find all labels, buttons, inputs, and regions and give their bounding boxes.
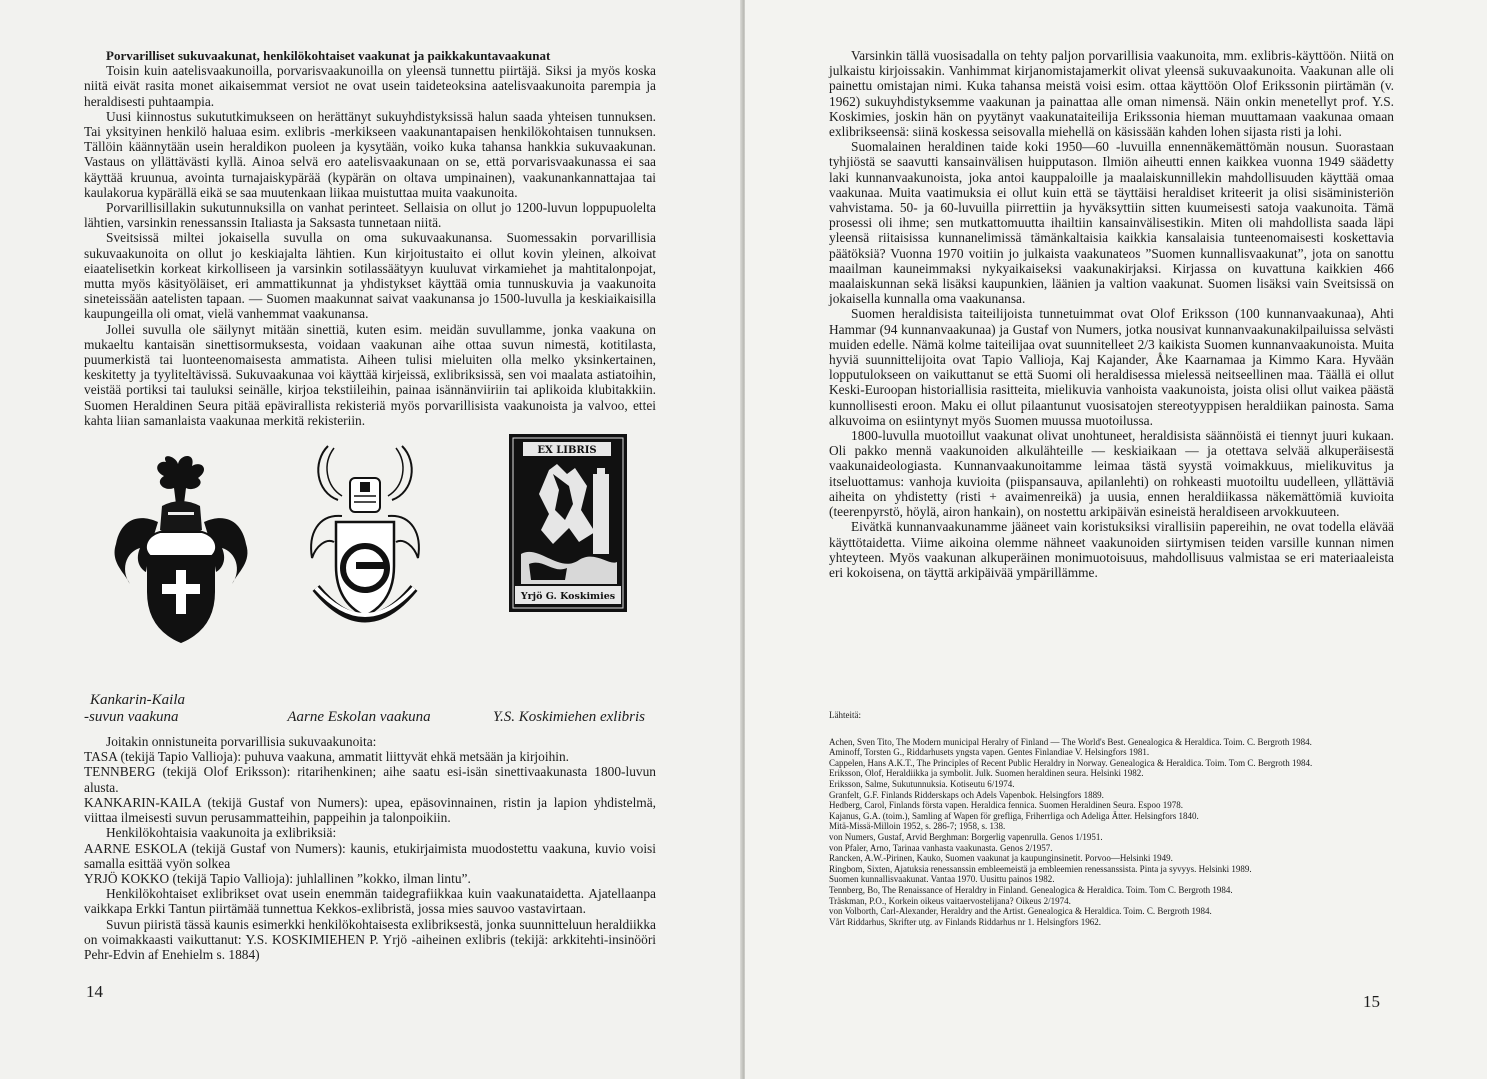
left-column: [84, 48, 656, 962]
list-item: KANKARIN-KAILA (tekijä Gustaf von Numers): upea, epäsovinnainen, ristin ja lapion yhdistelmä, viittaa ilmeisesti suvun perusammatteihin, pappeihin ja talonpoikiin.: [84, 794, 656, 826]
koskimies-exlibris-image: [509, 434, 627, 612]
paragraph: Eivätkä kunnanvaakunamme jääneet vain koristuksiksi virallisiin papereihin, ne ovat todella elävää käyttötaidetta. Viime aikoina olemme nähneet vaakunoiden siirtymisen teiden varsille kunnan nimen yhteyteen. Myös vaakunan alkuperäinen monimuotoisuus, mahdollisuus valmistaa se eri materiaaleista eri kokoisena, on täyttä arkipäivää ympärillämme.: [829, 519, 1394, 580]
reference-item: Cappelen, Hans A.K.T., The Principles of Recent Public Heraldry in Norway. Genealogica & Heraldica. Toim. Tom C. Bergroth 1984.: [829, 757, 1313, 768]
right-column: [829, 48, 1394, 580]
kankarin-kaila-coat-of-arms-image: [106, 452, 256, 652]
list-item: TASA (tekijä Tapio Vallioja): puhuva vaakuna, ammatit liittyvät ehkä metsään ja kirjoihin.: [84, 749, 570, 765]
references-section: [829, 710, 1389, 927]
page-number-right: 15: [1363, 992, 1380, 1011]
paragraph: Varsinkin tällä vuosisadalla on tehty paljon porvarillisia vaakunoita, mm. exlibris-käyttöön. Niitä on julkaistu kirjoissakin. Vanhimmat kirjanomistajamerkit olivat yleensä sukuvaakunoita. Vaakunan alle oli painettu omistajan nimi. Kuka tahansa meistä voisi esim. ottaa käyttöön Olof Erikssonin piirtämän (v. 1962) sukuyhdistyksemme vaakunan ja painattaa alle oman nimensä. Näin onkin menetellyt prof. Y.S. Koskimies, joskin hän on pyytänyt vaakunataiteilija Erikssonia hieman muuttamaan vaakunaa omaan exlibrikseensä: siinä koskessa seisovalla miehellä on käsissään kahden lohen sijasta risti ja lohi.: [829, 48, 1394, 140]
caption-line: Kankarin-Kaila: [90, 692, 186, 709]
caption-kankarin-kaila: [84, 692, 234, 726]
reference-item: Tennberg, Bo, The Renaissance of Heraldry in Finland. Genealogica & Heraldica. Toim. Tom C. Bergroth 1984.: [829, 884, 1233, 895]
paragraph: Henkilökohtaiset exlibrikset ovat usein enemmän taidegrafiikkaa kuin vaakunataidetta. Ajatellaanpa vaikkapa Erkki Tantun piirtämää tunnettua Kekkos-exlibristä, jossa mies sauvoo vastavirtaan.: [84, 886, 656, 917]
list-item: AARNE ESKOLA (tekijä Gustaf von Numers): kaunis, etukirjaimista muodostettu vaakuna, kuvio voisi samalla esittää vyön solkea: [84, 840, 656, 871]
reference-item: Hedberg, Carol, Finlands första vapen. Heraldica fennica. Suomen Heraldinen Seura. Espoo 1978.: [829, 800, 1183, 811]
paragraph: Sveitsissä miltei jokaisella suvulla on oma sukuvaakunansa. Suomessakin porvarillisia sukuvaakunoita on ollut jo keskiajalta lähtien. Kun kirjoitustaito ei ollut kovin yleinen, alkoivat eiaatelisetkin korkeat kirkolliseen ja varsinkin sotilassäätyyn kuuluvat virkamiehet ja mahtitalonpojat, mutta myös käsityöläiset, eri ammattikunnat ja yhdistykset käyttää omia tunnuskuvia ja vaakunoita sineteissään aatelisten tapaan. — Suomen maakunnat saivat vaakunansa jo 1500-luvulla ja keskiaikaisilla kaupungeilla oli omat, vielä vanhemmat vaakunansa.: [84, 230, 656, 322]
aarne-eskola-coat-of-arms-image: [298, 438, 432, 648]
reference-item: von Numers, Gustaf, Arvid Berghman: Borgerlig vapenrulla. Genos 1/1951.: [829, 831, 1103, 842]
list-item: YRJÖ KOKKO (tekijä Tapio Vallioja): juhlallinen ”kokko, ilman lintu”.: [84, 870, 471, 886]
reference-item: Mitä-Missä-Milloin 1952, s. 286-7; 1958, s. 138.: [829, 821, 1006, 832]
paragraph: Uusi kiinnostus sukututkimukseen on herättänyt sukuyhdistyksissä halun saada yhteisen tunnuksen. Tai yksityinen henkilö haluaa esim. exlibris -merkikseen vaakunantapaisen henkilökohtaisen tunnuksen. Tällöin käännytään usein heraldikon puoleen ja kysytään, voiko kuka tahansa hankkia sukuvaakunan. Vastaus on yllättävästi kyllä. Ainoa selvä ero aatelisvaakunaan on se, että porvarisvaakunassa ei saa käyttää kruunua, avointa turnajaiskypärää (kypärän on oltava umpinainen), vaakunankannattajaa tai kaulakorua kypärällä eikä se saa muutenkaan liikaa muistuttaa muita vaakunoita.: [84, 108, 656, 200]
page-number-left: 14: [86, 982, 103, 1001]
paragraph: Suvun piiristä tässä kaunis esimerkki henkilökohtaisesta exlibriksestä, jonka suunnitteluun heraldiikka on voimakkaasti vaikuttanut: Y.S. KOSKIMIEHEN P. Yrjö -aiheinen exlibris (tekijä: arkkitehti-insinööri Pehr-Edvin af Enehielm s. 1884): [84, 916, 656, 962]
reference-item: Träskman, P.O., Korkein oikeus vaitaervostelijana? Oikeus 2/1974.: [829, 895, 1071, 906]
reference-item: Suomen kunnallisvaakunat. Vantaa 1970. Uusittu painos 1982.: [829, 874, 1055, 885]
reference-item: von Volborth, Carl-Alexander, Heraldry and the Artist. Genealogica & Heraldica. Toim. C. Bergroth 1984.: [829, 906, 1212, 917]
paragraph: 1800-luvulla muotoillut vaakunat olivat unohtuneet, heraldisista säännöistä ei tiennyt juuri kukaan. Oli pakko mennä vaakunoiden alkulähteille — keskiaikaan — ja otettava selvää alkuperäisestä vaakunaideologiasta. Kunnanvaakunoitamme leimaa tästä syystä voimakkuus, mielikuvitus ja itseluottamus: vanhoja kuvioita (piispansauva, apilanlehti) on rohkeasti muotoiltu uudelleen, yllättäviä aiheita on yhdistetty (risti + avaimenreikä) ja uusia, ennen heraldiikassa näkemättömiä kuvioita (teerenpyrstö, höylä, airon hankain), on nostettu arkipäivän esineistä heraldiseen arvokkuuteen.: [829, 428, 1394, 520]
paragraph: Suomalainen heraldinen taide koki 1950—60 -luvuilla ennennäkemättömän nousun. Suorastaan tyhjiöstä se saavutti kansainvälisen huipputason. Ilmiön aiheutti ennen kaikkea vuonna 1949 säädetty laki kunnanvaakunoista, joka antoi kauppaloille ja maalaiskunnillekin mahdollisuuden käyttää omaa vaakunaa. Muita vaatimuksia ei ollut kuin että se täyttäisi heraldiset kriteerit ja olisi sisäministeriön vahvistama. 50- ja 60-luvuilla piirrettiin ja hyväksyttiin sitten kuumeisesti satoja vaakunoita. Tämä prosessi oli ihme; sen mutkattomuutta ihailtiin kansainvälisestikin. Miten oli mahdollista saada läpi yleensä riitaisissa kunnanelimissä tämänkaltaisia kaikkia kansalaisia tunteenomaisesti koskettavia päätöksiä? Vuonna 1970 voitiin jo julkaista vaakunateos ”Suomen kunnallisvaakunat”, jota on sanottu maailman kauneimmaksi nykyaikaiseksi vaakunakirjaksi. Kirjassa on kuvattuna kaikkien 466 maalaiskunnan sekä lisäksi kaupunkien, läänien ja valtion vaakunat. Suomen lisäksi vain Sveitsissä on jokaisella kunnalla oma vaakunansa.: [829, 139, 1394, 307]
right-page: [745, 0, 1487, 1079]
paragraph: Porvarillisillakin sukutunnuksilla on vanhat perinteet. Sellaisia on ollut jo 1200-luvun loppupuolelta lähtien, varsinkin renessanssin Italiasta ja Saksasta tunnetaan niitä.: [84, 200, 656, 231]
section-heading: Porvarilliset sukuvaakunat, henkilökohtaiset vaakunat ja paikkakuntavaakunat: [106, 48, 551, 63]
coat-of-arms-list: [84, 734, 656, 962]
references-heading: Lähteitä:: [829, 710, 861, 720]
exlibris-bottom-text: Yrjö G. Koskimies: [520, 591, 616, 603]
reference-item: von Pfaler, Arno, Tarinaa vanhasta vaakunasta. Genos 2/1957.: [829, 842, 1053, 853]
list-subheading: Henkilökohtaisia vaakunoita ja exlibriksiä:: [106, 825, 337, 841]
list-item: TENNBERG (tekijä Olof Eriksson): ritarihenkinen; aihe saatu esi-isän sinettivaakunasta 1800-luvun alusta.: [84, 764, 656, 795]
reference-item: Granfelt, G.F. Finlands Ridderskaps och Adels Vapenbok. Helsingfors 1889.: [829, 789, 1104, 800]
figure-row: [84, 434, 656, 692]
paragraph: Toisin kuin aatelisvaakunoilla, porvarisvaakunoilla on yleensä tunnettu piirtäjä. Siksi ja myös koska niitä eivät rasita monet aikaisemmat versiot ne ovat usein taideteoksina aatelisvaakunoita parempia ja heraldisesti puhtaampia.: [84, 63, 656, 109]
list-intro: Joitakin onnistuneita porvarillisia sukuvaakunoita:: [106, 734, 377, 750]
reference-item: Ringbom, Sixten, Ajatuksia renessanssin embleemeistä ja embleemien renessanssista. Pinta ja syvyys. Helsinki 1989.: [829, 863, 1252, 874]
reference-item: Achen, Sven Tito, The Modern municipal Heralry of Finland — The World's Best. Genealogica & Heraldica. Toim. C. Bergroth 1984.: [829, 736, 1312, 747]
reference-item: Kajanus, G.A. (toim.), Samling af Wapen för grefliga, Friherrliga och Adeliga Ätter. Helsingfors 1840.: [829, 810, 1199, 821]
figure-captions: [84, 692, 656, 728]
exlibris-top-text: EX LIBRIS: [537, 445, 597, 457]
paragraph: Jollei suvulla ole säilynyt mitään sinettiä, kuten esim. meidän suvullamme, jonka vaakuna on mukaeltu kantaisän sinettisormuksesta, voidaan vaakunan aihe ottaa suvun nimestä, kotitilasta, puumerkistä tai luonteenomaisesta ammatista. Aiheen tulisi mieluiten olla melko yksinkertainen, keskitetty ja tyyliteltävissä. Sukuvaakunaa voi käyttää kirjeissä, exlibriksissä, sen voi maalata astiatoihin, veistää portiksi tai tauluksi seinälle, kirjoa tekstiileihin, painaa isännänviiriin tai aplikoida klubitakkiin. Suomen Heraldinen Seura pitää epävirallista rekisteriä myös porvarillisista vaakunoista ja valvoo, ettei kahta liian samanlaista vaakunaa merkitä rekisteriin.: [84, 321, 656, 428]
caption-line: -suvun vaakuna: [84, 709, 179, 726]
paragraph: Suomen heraldisista taiteilijoista tunnetuimmat ovat Olof Eriksson (100 kunnanvaakunaa), Ahti Hammar (94 kunnanvaakunaa) ja Gustaf von Numers, jotka nousivat kunnanvaakunakilpailuissa selvästi muiden edelle. Nämä kolme taiteilijaa ovat suunnitelleet 2/3 kaikista Suomen kunnanvaakunoista. Muita hyviä suunnittelijoita ovat Tapio Vallioja, Kaj Kajander, Åke Kaarnamaa ja Kimmo Kara. Hyvään lopputulokseen on vaikuttanut se että Suomi oli heraldisessa mielessä neitseellinen maa. Täällä ei ollut Keski-Euroopan historiallisia rasitteita, mielikuvia vanhoista vaakunoista, joista olisi ollut vaikea päästä kunnollisesti eroon. Maku ei ollut pilaantunut vuosisatojen stereotyyppisen heraldiikan painosta. Sama alkuvoima on esiintynyt myös Suomen muussa muotoilussa.: [829, 306, 1394, 428]
reference-item: Vårt Riddarhus, Skrifter utg. av Finlands Riddarhus nr 1. Helsingfors 1962.: [829, 916, 1101, 927]
reference-item: Eriksson, Salme, Sukutunnuksia. Kotiseutu 6/1974.: [829, 778, 1015, 789]
reference-item: Eriksson, Olof, Heraldiikka ja symbolit. Julk. Suomen heraldinen seura. Helsinki 1982.: [829, 768, 1144, 779]
left-page: [0, 0, 743, 1079]
caption-eskola: Aarne Eskolan vaakuna: [287, 709, 431, 726]
reference-item: Rancken, A.W.-Pirinen, Kauko, Suomen vaakunat ja kaupunginsinetit. Porvoo—Helsinki 1949.: [829, 853, 1173, 864]
reference-item: Aminoff, Torsten G., Riddarhusets yngsta vapen. Gentes Finlandiae V. Helsingfors 1981.: [829, 747, 1150, 758]
caption-koskimies: Y.S. Koskimiehen exlibris: [493, 709, 645, 726]
